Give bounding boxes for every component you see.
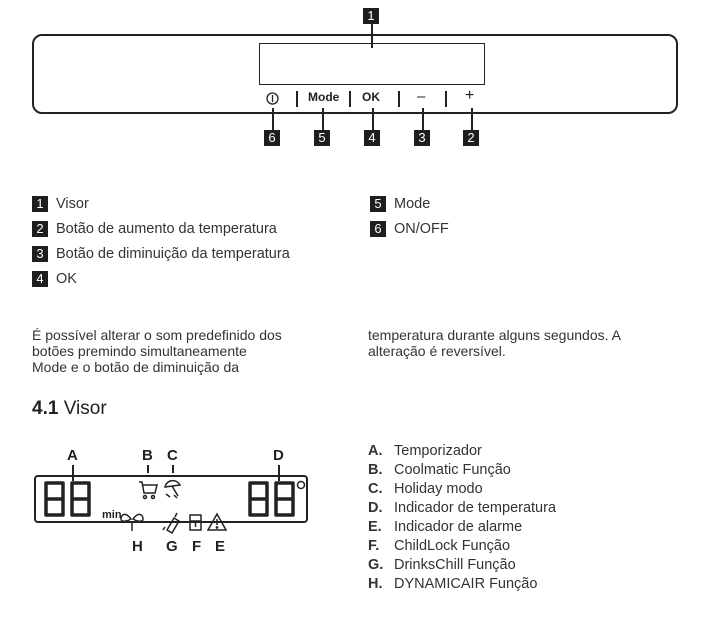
panel-display-window (259, 43, 485, 85)
paragraph-right (368, 327, 621, 359)
ok-button[interactable]: OK (362, 90, 380, 104)
label-g: G (166, 538, 178, 555)
digit-8 (250, 483, 267, 515)
callout-badge-5: 5 (314, 130, 330, 146)
paragraph-line: Mode e o botão de diminuição da (32, 359, 240, 375)
callout-leader-1 (371, 24, 373, 48)
legend-badge: 6 (370, 221, 386, 237)
legend-text: ON/OFF (394, 221, 449, 237)
list-item: B. Coolmatic Função (368, 462, 511, 478)
legend-badge: 1 (32, 196, 48, 212)
digit-8 (46, 483, 63, 515)
legend-text: Botão de aumento da temperatura (56, 221, 277, 237)
control-separator (398, 91, 400, 107)
label-e: E (215, 538, 226, 555)
callout-badge-6: 6 (264, 130, 280, 146)
control-separator (445, 91, 447, 107)
label-d: D (273, 447, 284, 464)
section-heading (32, 398, 107, 420)
list-item: G. DrinksChill Função (368, 557, 516, 573)
legend-item (32, 195, 89, 213)
mode-button[interactable]: Mode (308, 90, 340, 104)
label-c: C (167, 447, 178, 464)
minus-button[interactable]: – (417, 88, 426, 105)
callout-leader-2 (471, 108, 473, 130)
legend-text: Mode (394, 196, 431, 212)
plus-button[interactable]: + (465, 87, 475, 104)
section-title: Visor (63, 398, 107, 419)
holiday-icon (165, 481, 180, 498)
degree-icon (298, 482, 305, 489)
digit-8 (72, 483, 89, 515)
childlock-icon (190, 515, 201, 530)
legend-item (32, 270, 77, 288)
label-a: A (67, 447, 78, 464)
legend-badge: 2 (32, 221, 48, 237)
lcd-segments (36, 477, 306, 537)
label-b: B (142, 447, 153, 464)
digit-8 (276, 483, 293, 515)
leader-c (172, 465, 174, 473)
alarm-icon (208, 514, 226, 530)
cart-icon (139, 482, 157, 499)
control-separator (349, 91, 351, 107)
legend-badge: 4 (32, 271, 48, 287)
legend-text: Visor (56, 196, 89, 212)
unit-min-label: min (102, 509, 122, 521)
legend-text: OK (56, 271, 77, 287)
control-separator (296, 91, 298, 107)
legend-item (32, 220, 277, 238)
paragraph-line: botões premindo simultaneamente (32, 343, 247, 359)
list-item: F. ChildLock Função (368, 538, 511, 554)
fan-icon (121, 514, 143, 531)
list-item: D. Indicador de temperatura (368, 500, 557, 516)
paragraph-line: alteração é reversível. (368, 343, 506, 359)
legend-item (32, 245, 290, 263)
callout-badge-4: 4 (364, 130, 380, 146)
list-item: C. Holiday modo (368, 481, 483, 497)
legend-text: Botão de diminuição da temperatura (56, 246, 290, 262)
callout-leader-5 (322, 108, 324, 130)
power-icon (266, 92, 279, 105)
legend-badge: 3 (32, 246, 48, 262)
list-item: E. Indicador de alarme (368, 519, 523, 535)
legend-badge: 5 (370, 196, 386, 212)
callout-leader-3 (422, 108, 424, 130)
paragraph-left (32, 327, 282, 375)
callout-leader-6 (272, 108, 274, 130)
section-number: 4.1 (32, 398, 59, 419)
list-item: A. Temporizador (368, 443, 482, 459)
legend-item (370, 220, 449, 238)
list-item: H. DYNAMICAIR Função (368, 576, 538, 592)
leader-b (147, 465, 149, 473)
paragraph-line: temperatura durante alguns segundos. A (368, 327, 621, 343)
drinkschill-icon (163, 513, 179, 533)
label-f: F (192, 538, 202, 555)
callout-badge-1: 1 (363, 8, 379, 24)
callout-leader-4 (372, 108, 374, 130)
paragraph-line: É possível alterar o som predefinido dos (32, 327, 282, 343)
callout-badge-2: 2 (463, 130, 479, 146)
legend-item (370, 195, 430, 213)
label-h: H (132, 538, 143, 555)
callout-badge-3: 3 (414, 130, 430, 146)
